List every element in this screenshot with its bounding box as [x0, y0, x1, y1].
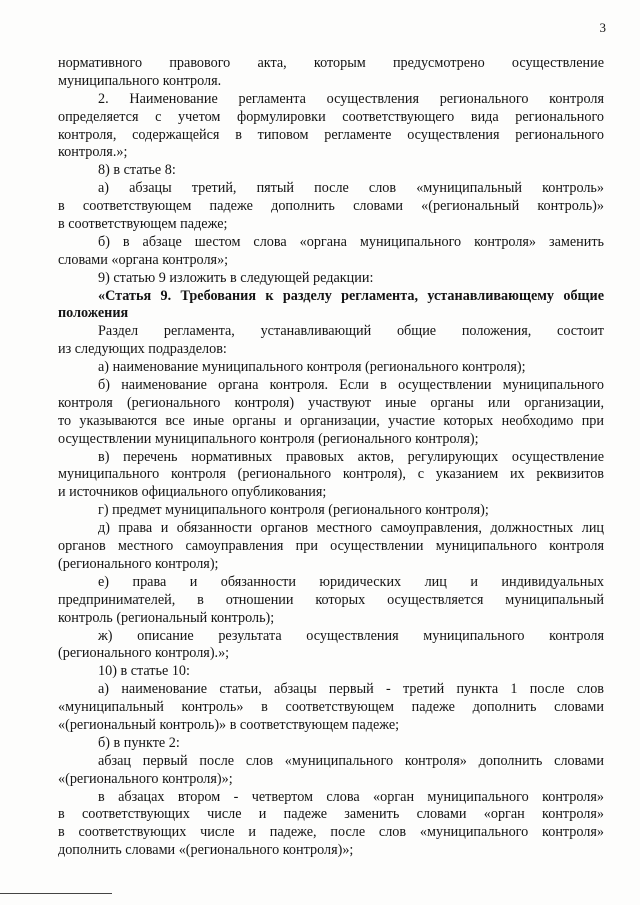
- text-line: в соответствующем падеже;: [58, 216, 228, 233]
- text-line: муниципального контроля.: [58, 72, 222, 89]
- document-body: [58, 55, 604, 860]
- text-line: а) наименование муниципального контроля (регионального контроля);: [98, 359, 526, 376]
- text-line: в соответствующих числе и падеже заменить словами «орган контроля»: [58, 806, 604, 823]
- text-line: (регионального контроля).»;: [58, 645, 230, 662]
- text-line: из следующих подразделов:: [58, 341, 227, 358]
- text-line: «(региональный контроль)» в соответствующем падеже;: [58, 716, 400, 733]
- text-line: (регионального контроля);: [58, 555, 219, 572]
- text-line: осуществлении муниципального контроля (регионального контроля);: [58, 430, 479, 447]
- page-number: 3: [599, 20, 606, 35]
- text-line: 8) в статье 8:: [98, 162, 176, 179]
- text-line: б) наименование органа контроля. Если в осуществлении муниципального: [98, 377, 604, 394]
- text-line: в) перечень нормативных правовых актов, регулирующих осуществление: [98, 448, 604, 465]
- text-line: нормативного правового акта, которым предусмотрено осуществление: [58, 55, 604, 71]
- text-line: г) предмет муниципального контроля (регионального контроля);: [98, 502, 489, 519]
- text-line: муниципального контроля (регионального контроля), с указанием их реквизитов: [58, 466, 604, 483]
- text-line: абзац первый после слов «муниципального контроля» дополнить словами: [98, 752, 604, 769]
- text-line: а) наименование статьи, абзацы первый - третий пункта 1 после слов: [98, 681, 604, 698]
- text-line: словами «органа контроля»;: [58, 251, 229, 268]
- text-line: «муниципальный контроль» в соответствующем падеже дополнить словами: [58, 699, 604, 716]
- heading-line: положения: [58, 305, 129, 322]
- text-line: 9) статью 9 изложить в следующей редакции:: [98, 269, 374, 286]
- text-line: предпринимателей, в отношении которых осуществляется муниципальный: [58, 591, 604, 608]
- text-line: б) в абзаце шестом слова «органа муниципального контроля» заменить: [98, 233, 604, 250]
- text-line: е) права и обязанности юридических лиц и индивидуальных: [98, 573, 604, 590]
- text-line: контроль (региональный контроль);: [58, 609, 275, 626]
- text-line: в соответствующем падеже дополнить словами «(региональный контроль)»: [58, 198, 604, 215]
- text-line: 2. Наименование регламента осуществления регионального контроля: [98, 90, 604, 107]
- text-line: 10) в статье 10:: [98, 663, 190, 680]
- text-line: дополнить словами «(регионального контроля)»;: [58, 842, 354, 859]
- heading-line: «Статья 9. Требования к разделу регламента, устанавливающему общие: [98, 287, 604, 304]
- text-line: контроля (регионального контроля) участвуют иные органы или организации,: [58, 394, 604, 411]
- text-line: органов местного самоуправления при осуществлении муниципального контроля: [58, 538, 604, 555]
- text-line: определяется с учетом формулировки соответствующего вида регионального: [58, 108, 604, 125]
- text-line: контроля, содержащейся в типовом регламенте осуществления регионального: [58, 126, 604, 143]
- text-line: а) абзацы третий, пятый после слов «муниципальный контроль»: [98, 180, 604, 197]
- text-line: и источников официального опубликования;: [58, 484, 327, 501]
- text-line: в соответствующих числе и падеже, после слов «муниципального контроля»: [58, 824, 604, 841]
- text-line: то указываются все иные органы и организации, участие которых необходимо при: [58, 412, 604, 429]
- footer-rule: [0, 893, 112, 894]
- text-line: «(регионального контроля)»;: [58, 770, 233, 787]
- text-line: д) права и обязанности органов местного самоуправления, должностных лиц: [98, 520, 604, 537]
- text-line: контроля.»;: [58, 144, 128, 161]
- text-line: в абзацах втором - четвертом слова «орган муниципального контроля»: [98, 788, 604, 805]
- text-line: б) в пункте 2:: [98, 734, 180, 751]
- text-line: Раздел регламента, устанавливающий общие положения, состоит: [98, 323, 604, 340]
- text-line: ж) описание результата осуществления муниципального контроля: [98, 627, 604, 644]
